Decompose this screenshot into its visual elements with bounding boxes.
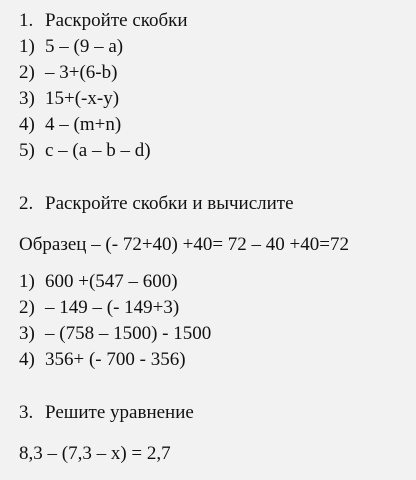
section2-heading-number: 2. (19, 193, 34, 214)
item-number: 2) (19, 62, 35, 83)
section1-heading-number: 1. (19, 10, 34, 31)
item-number: 3) (19, 323, 35, 344)
section1-heading-text: Раскройте скобки (45, 10, 188, 31)
section1-item-2 (19, 62, 117, 84)
item-text: 356+ (- 700 - 356) (45, 349, 186, 370)
section1-item-3 (19, 88, 119, 110)
section3-heading (19, 402, 194, 424)
section2-item-2 (19, 297, 179, 319)
item-text: 15+(-x-y) (45, 88, 120, 109)
section3-equation: 8,3 – (7,3 – x) = 2,7 (19, 443, 171, 464)
item-text: 5 – (9 – a) (45, 36, 124, 57)
item-number: 5) (19, 140, 35, 161)
section2-item-4 (19, 349, 186, 371)
item-number: 4) (19, 349, 35, 370)
item-text: 4 – (m+n) (45, 114, 122, 135)
item-number: 4) (19, 114, 35, 135)
section2-item-1 (19, 271, 178, 293)
section1-heading (19, 10, 188, 32)
item-text: – 3+(6-b) (45, 62, 118, 83)
section2-heading (19, 193, 294, 215)
section2-item-3 (19, 323, 211, 345)
item-text: 600 +(547 – 600) (45, 271, 178, 292)
section1-item-4 (19, 114, 121, 136)
section3-heading-text: Решите уравнение (45, 402, 194, 423)
section1-item-1 (19, 36, 123, 58)
item-text: – 149 – (- 149+3) (45, 297, 180, 318)
item-number: 2) (19, 297, 35, 318)
item-text: – (758 – 1500) - 1500 (45, 323, 212, 344)
section2-heading-text: Раскройте скобки и вычислите (45, 193, 294, 214)
item-number: 1) (19, 36, 35, 57)
item-number: 1) (19, 271, 35, 292)
item-text: c – (a – b – d) (45, 140, 151, 161)
item-number: 3) (19, 88, 35, 109)
section1-item-5 (19, 140, 151, 162)
section3-heading-number: 3. (19, 402, 34, 423)
section2-example: Образец – (- 72+40) +40= 72 – 40 +40=72 (19, 234, 349, 255)
